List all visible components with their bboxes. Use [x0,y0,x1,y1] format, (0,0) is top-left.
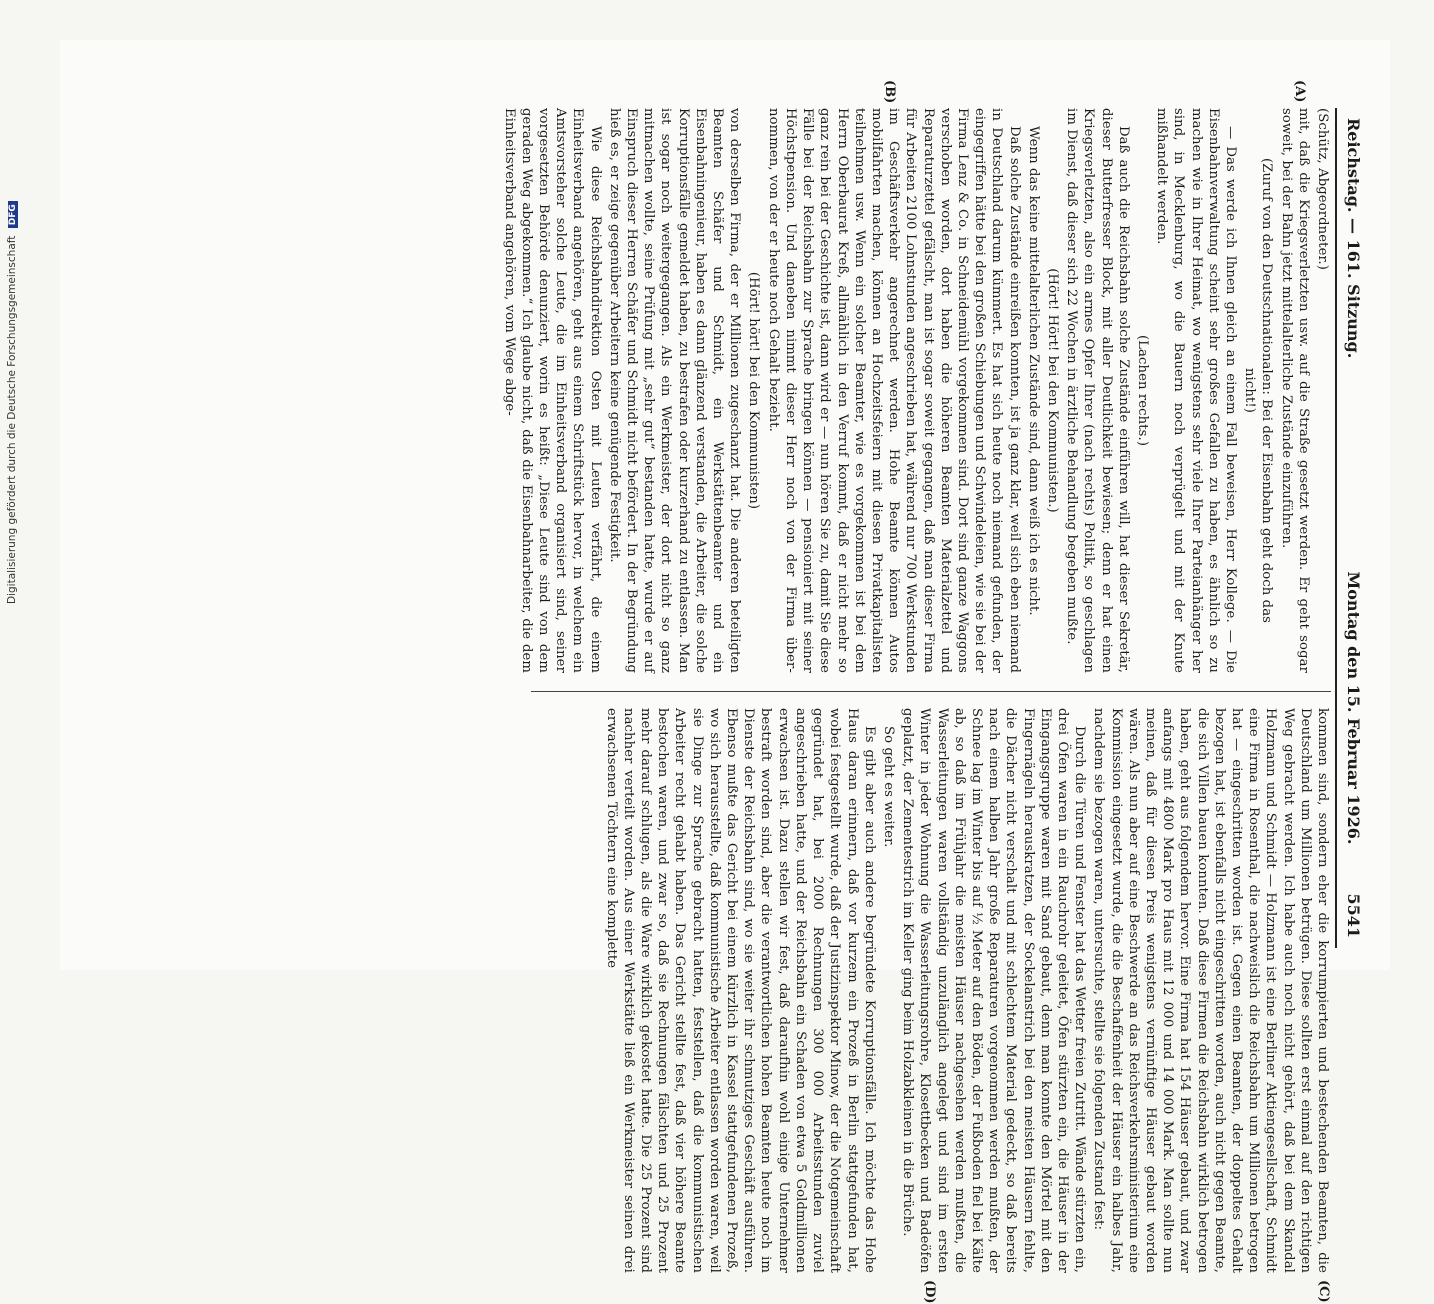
paragraph: Wie diese Reichsbahndirektion Osten mit Leuten verfährt, die einem Einheitsverband angehören, geht aus einem Schriftstück hervor, in welchem ein Amtsvorsteher solche Leute, die im Einheitsverband organisiert sind, seiner vorgesetzten Behörde denunziert, worin es heißt: „Diese Leute sind von dem geraden Weg abgekommen.“ Ich glaube nicht, daß die Eisenbahnarbeiter, die dem Einheitsverband angehören, vom Wege abge- [501,108,603,673]
margin-marker-a: (A) [1292,80,1307,103]
rotated-page-content [157,80,1367,1304]
footer-text: Digitalisierung gefördert durch die Deutsche Forschungsgemeinschaft [6,235,18,604]
margin-marker-d: (D) [922,1280,937,1304]
column-separator [531,691,1331,692]
margin-marker-c: (C) [1316,1280,1331,1303]
header-left: Reichstag. — 161. Sitzung. [1344,118,1363,359]
paragraph: Daß solche Zustände einreißen konnten, ist ja ganz klar, weil sich eben niemand in Deutschland darum kümmert. Es hat sich heute noch niemand gefunden, der eingegriffen hätte bei den großen Schiebungen und Schwindeleien, wie sie bei der Firma Lenz & Co. in Schneidemühl vorgekommen sind. Dort sind ganze Waggons verschoben worden, dort haben die höheren Beamten Materialzettel und Reparaturzettel gefälscht, man ist sogar soweit gegangen, daß man dieser Firma für Arbeiten 2100 Lohnstunden angeschrieben hat, während nur 700 Werkstunden im Geschäftsverkehr angerechnet werden. Hohe Beamte können Autos mobilfahrten machen, können an Hochzeitsfeiern mit diesen Privatkapitalisten teilnehmen usw. Wenn ein solcher Beamter, wie es vorgekommen ist bei dem Herrn Oberbaurat Kreß, allmählich in den Verruf kommt, daß er nicht mehr so ganz rein bei der Geschichte ist, dann wird er — nun hören Sie zu, damit Sie diese Fälle bei der Reichsbahn zur Sprache bringen können — pensioniert mit seiner Höchstpension. Und daneben nimmt dieser Herr noch von der Firma über-nommen, von der er heute noch Gehalt bezieht. [765,108,1022,673]
page-number: 5541 [1344,893,1363,938]
paragraph: kommen sind, sondern eher die korrumpierten und bestechenden Beamten, die Deutschland um Millionen betrügen. Diese sollten erst einmal auf den richtigen Weg gebracht werden. Ich habe auch noch nicht gehört, daß bei dem Skandal Holzmann und Schmidt — Holzmann ist eine Berliner Aktiengesellschaft, Schmidt eine Firma in Rosenthal, die nachweislich die Reichsbahn um Millionen betrogen hat — eingeschritten worden ist. Gegen einen Beamten, der doppeltes Gehalt bezogen hat, ist ebenfalls nicht eingeschritten worden, auch nicht gegen Beamte, die sich Villen bauen konnten. Daß diese Firmen die Reichsbahn wirklich betrogen haben, geht aus folgendem hervor. Eine Firma hat 154 Häuser gebaut, und zwar anfangs mit 4800 Mark pro Haus mit 12 000 und 14 000 Mark. Man sollte nun meinen, daß für diesen Preis wenigstens vernünftige Häuser gebaut worden wären. Als nun aber auf eine Beschwerde an das Reichsverkehrsministerium eine Kommission eingesetzt wurde, die die Beschaffenheit der Häuser ein halbes Jahr, nachdem sie bezogen waren, untersuchte, stellte sie folgenden Zustand fest: [1091,708,1330,1273]
running-header [1335,108,1367,948]
interjection: (Hört! Hört! bei den Kommunisten.) [1044,268,1060,513]
paragraph: mit, daß die Kriegsverletzten usw. auf die Straße gesetzt werden. Er geht sogar soweit, bei der Bahn jetzt mittelalterliche Zustände einzuführen. [1278,108,1311,673]
quoted-findings: Durch die Türen und Fenster hat das Wetter freien Zutritt. Wände stürzten ein, drei Öfen waren in ein Rauchrohr geleitet, Öfen stürzten ein, die Häuser in der Eingangsgruppe waren mit Sand gebaut, denn man konnte den Mörtel mit den Fingernägeln herauskratzen, der Sockelanstrich bei den meisten Häusern fehlte, die Dächer nicht verschalt und mit schlechtem Material gedeckt, so daß bereits nach einem halben Jahr große Reparaturen vorgenommen werden mußten, der Schnee lag im Winter bis auf ½ Meter auf den Böden, der Fußboden fiel bei Kälte ab, so daß im Frühjahr die meisten Häuser nachgesehen werden mußten, die Wasserleitungen waren vollständig unzulänglich angelegt und sind im ersten Winter in jeder Wohnung die Wasserleitungsrohre, Klosettbecken und Badeöfen geplatzt, der Zementestrich im Keller ging beim Holzabkleinen in die Brüche. [900,708,1088,1273]
digitization-footer [6,201,18,604]
paragraph: Wenn das keine mittelalterlichen Zustände sind, dann weiß ich es nicht. [1025,126,1041,616]
speaker-line: (Schütz, Abgeordneter.) [1315,108,1330,270]
interjection: (Zuruf von den Deutschnationalen: Bei der Eisenbahn geht doch das nicht!) [1242,157,1275,624]
interjection: (Hört! hört! bei den Kommunisten) [746,271,762,510]
header-date: Montag den 15. Februar 1926. [1344,571,1363,845]
left-column [498,108,1331,673]
paragraph: So geht es weiter. [880,726,896,848]
scanned-page [60,40,1390,1304]
paragraph: — Das werde ich Ihnen gleich an einem Fall beweisen, Herr Kollege. — Die Eisenbahnverwaltung scheint sehr großes Gefallen zu haben, es ähnlich so zu machen wie in Ihrer Heimat, wo wenigstens sehr viele Ihrer Parteianhänger her sind, in Mecklenburg, wo die Bauern noch verprügelt und mit der Knute mißhandelt werden. [1154,108,1238,673]
paragraph: Es gibt aber auch andere begründete Korruptionsfälle. Ich möchte das Hohe Haus daran erinnern, daß vor kurzem ein Prozeß in Berlin stattgefunden hat, wobei festgestellt wurde, daß der Justizinspektor Minow, der die Notgemeinschaft gegründet hat, bei 2000 Rechnungen 300 000 Arbeitsstunden zuviel angeschrieben hatte, und der Reichsbahn ein Schaden von etwa 5 Goldmillionen erwachsen ist. Dazu stellen wir fest, daß daraufhin wohl einige Unternehmer bestraft worden sind, aber die verantwortlichen hohen Beamten heute noch im Dienste der Reichsbahn sind, wo sie weiter ihr schmutziges Geschäft ausführen. Ebenso mußte das Gericht bei einem kürzlich in Kassel stattgefundenen Prozeß, wo sich herausstellte, daß kommunistische Arbeiter entlassen worden waren, weil sie Dinge zur Sprache gebracht hatten, feststellen, daß die kommunistischen Arbeiter recht gehabt haben. Das Gericht stellte fest, daß vier höhere Beamte bestochen waren, und zwar so, daß sie Rechnungen fälschten und 25 Prozent mehr darauf schlugen, als die Ware wirklich gekostet hatte. Die 25 Prozent sind nachher verteilt worden. Aus einer Werkstätte ließ ein Werkmeister seinen drei erwachsenen Töchtern eine komplette [603,708,877,1273]
interjection: (Lachen rechts.) [1134,334,1150,447]
dfg-logo: DFG [8,201,18,228]
right-column [600,708,1331,1273]
margin-marker-b: (B) [882,80,897,104]
paragraph: Daß auch die Reichsbahn solche Zustände einführen will, hat dieser Sekretär, dieser Butterfresser Block, mit aller Deutlichkeit bewiesen; denn er hat einen Kriegsverletzten, also ein armes Opfer Ihrer (nach rechts) Politik, so geschlagen im Dienst, daß dieser sich 22 Wochen in ärztliche Behandlung begeben mußte. [1064,108,1131,673]
paragraph: von derselben Firma, der er Millionen zugeschanzt hat. Die anderen beteiligten Beamten Schäfer und Schmidt, ein Werkstättenbeamter und ein Eisenbahningenieur, haben es dann glänzend verstanden, die Arbeiter, die solche Korruptionsfälle gemeldet haben, zu bestrafen oder kurzerhand zu entlassen. Man ist sogar noch weitergegangen. Als ein Werkmeister, der dort nicht so ganz mitmachen wollte, seine Prüfung mit „sehr gut“ bestanden hatte, wurde er auf Einspruch dieser Herren Schäfer und Schmidt nicht befördert. In der Begründung hieß es, er zeige gegenüber Arbeitern keine genügende Festigkeit. [606,108,743,673]
